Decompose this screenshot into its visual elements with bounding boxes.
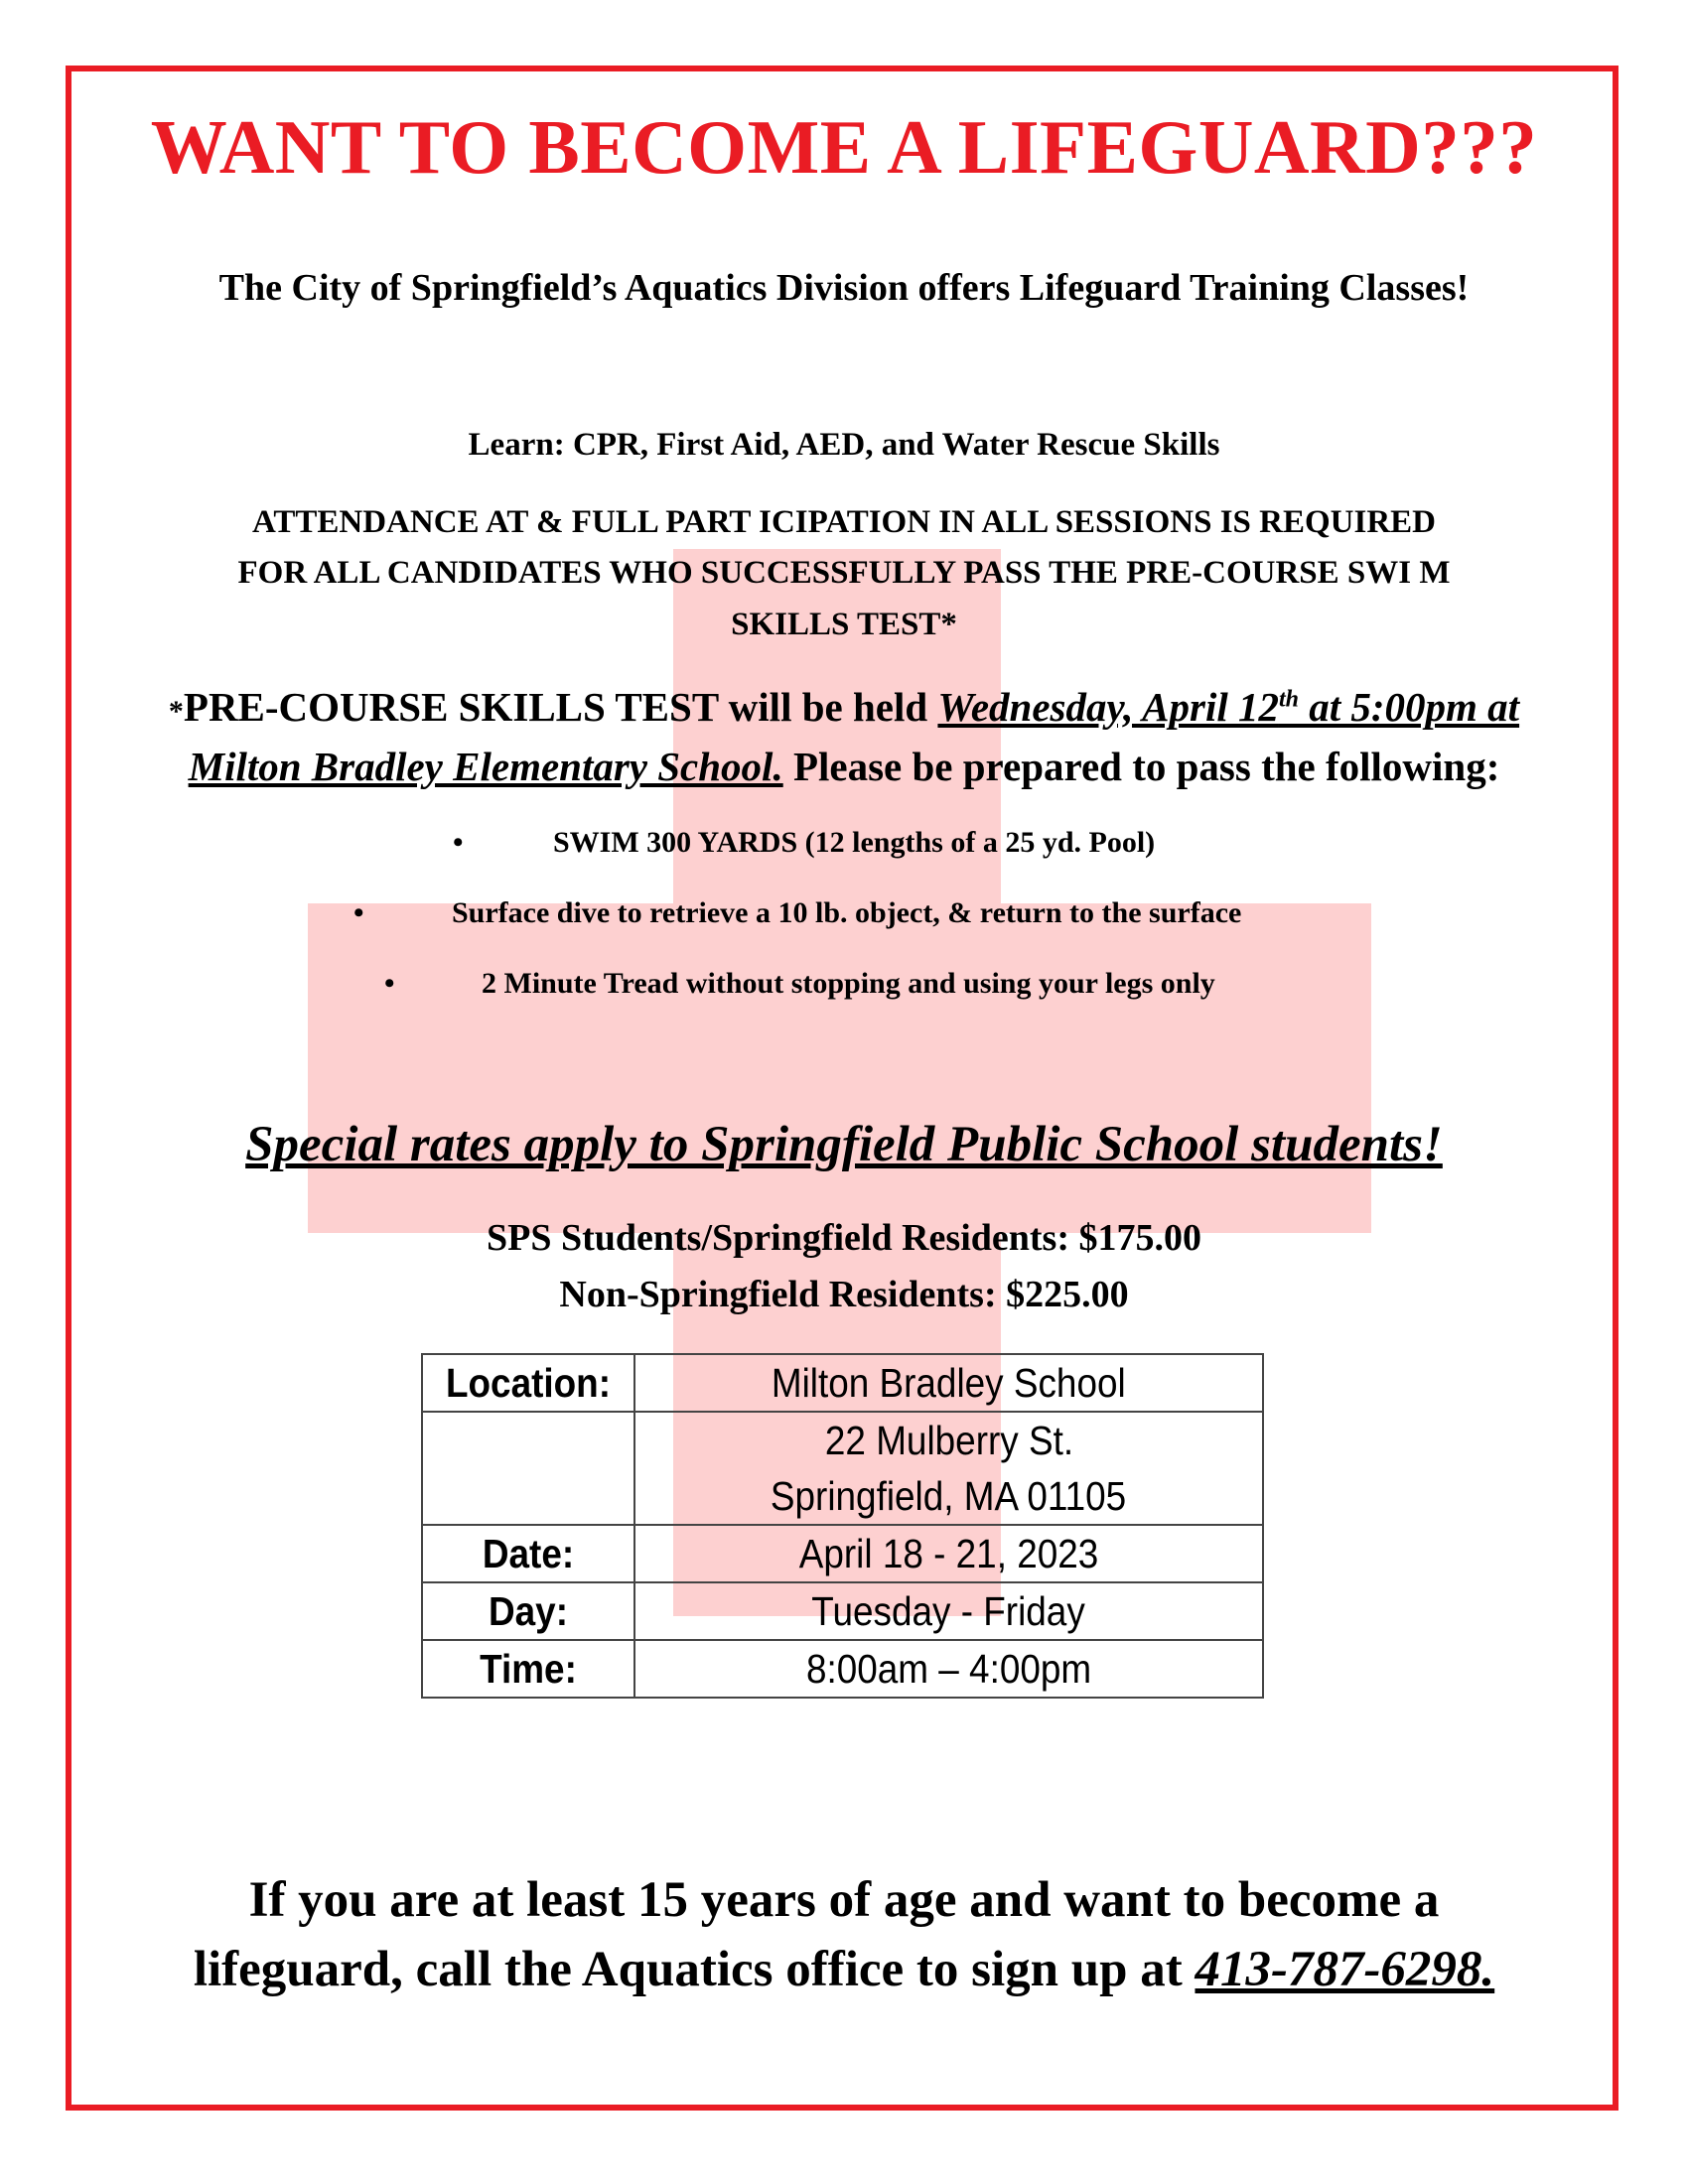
location-address: 22 Mulberry St. Springfield, MA 01105 (634, 1412, 1263, 1525)
pretest-lead: PRE-COURSE SKILLS TEST will be held (183, 684, 938, 730)
closing-line-1: If you are at least 15 years of age and want to become a (248, 1872, 1440, 1928)
attendance-line-1: ATTENDANCE AT & FULL PART ICIPATION IN ALL SESSIONS IS REQUIRED (251, 504, 1437, 540)
time-label: Time: (433, 1640, 625, 1698)
day-label: Day: (433, 1582, 625, 1640)
class-info-table (421, 1353, 1264, 1699)
flyer-subtitle: The City of Springfield’s Aquatics Division offers Lifeguard Training Classes! (218, 267, 1470, 309)
location-label-empty (433, 1412, 625, 1525)
pretest-line-2 (0, 743, 1688, 790)
date-value: April 18 - 21, 2023 (634, 1525, 1263, 1582)
pretest-tail: Please be prepared to pass the following: (782, 744, 1500, 789)
special-rates-headline: Special rates apply to Springfield Public School students! (245, 1117, 1443, 1172)
phone-number-link[interactable]: 413-787-6298. (1195, 1942, 1495, 1997)
rate-sps-residents: SPS Students/Springfield Residents: $175.00 (486, 1217, 1201, 1259)
bullet-dot: • (353, 896, 364, 929)
time-value: 8:00am – 4:00pm (634, 1640, 1263, 1698)
pretest-line-1 (0, 683, 1688, 731)
table-row (422, 1525, 1263, 1582)
table-row (422, 1640, 1263, 1698)
table-row (422, 1412, 1263, 1525)
closing-line-2 (0, 1941, 1688, 1998)
closing-lead: lifeguard, call the Aquatics office to sign up at (193, 1942, 1196, 1997)
table-row (422, 1354, 1263, 1412)
location-label: Location: (433, 1354, 625, 1412)
rate-non-residents: Non-Springfield Residents: $225.00 (559, 1274, 1129, 1315)
location-name: Milton Bradley School (634, 1354, 1263, 1412)
learn-skills-line: Learn: CPR, First Aid, AED, and Water Rescue Skills (468, 427, 1220, 463)
requirement-swim: SWIM 300 YARDS (12 lengths of a 25 yd. Pool) (553, 826, 1156, 859)
pretest-asterisk: * (168, 695, 184, 728)
day-value: Tuesday - Friday (634, 1582, 1263, 1640)
bullet-dot: • (384, 967, 395, 1000)
table-row (422, 1582, 1263, 1640)
attendance-line-2: FOR ALL CANDIDATES WHO SUCCESSFULLY PASS THE PRE-COURSE SWI M (237, 555, 1451, 591)
flyer-title: WANT TO BECOME A LIFEGUARD??? (150, 104, 1538, 190)
date-label: Date: (433, 1525, 625, 1582)
pretest-date: Wednesday, April 12th at 5:00pm at (937, 684, 1520, 730)
bullet-dot: • (453, 826, 464, 859)
requirement-dive: Surface dive to retrieve a 10 lb. object, & return to the surface (452, 896, 1242, 929)
attendance-line-3: SKILLS TEST* (731, 607, 957, 642)
pretest-place: Milton Bradley Elementary School. (188, 744, 783, 789)
requirement-tread: 2 Minute Tread without stopping and using your legs only (482, 967, 1215, 1000)
